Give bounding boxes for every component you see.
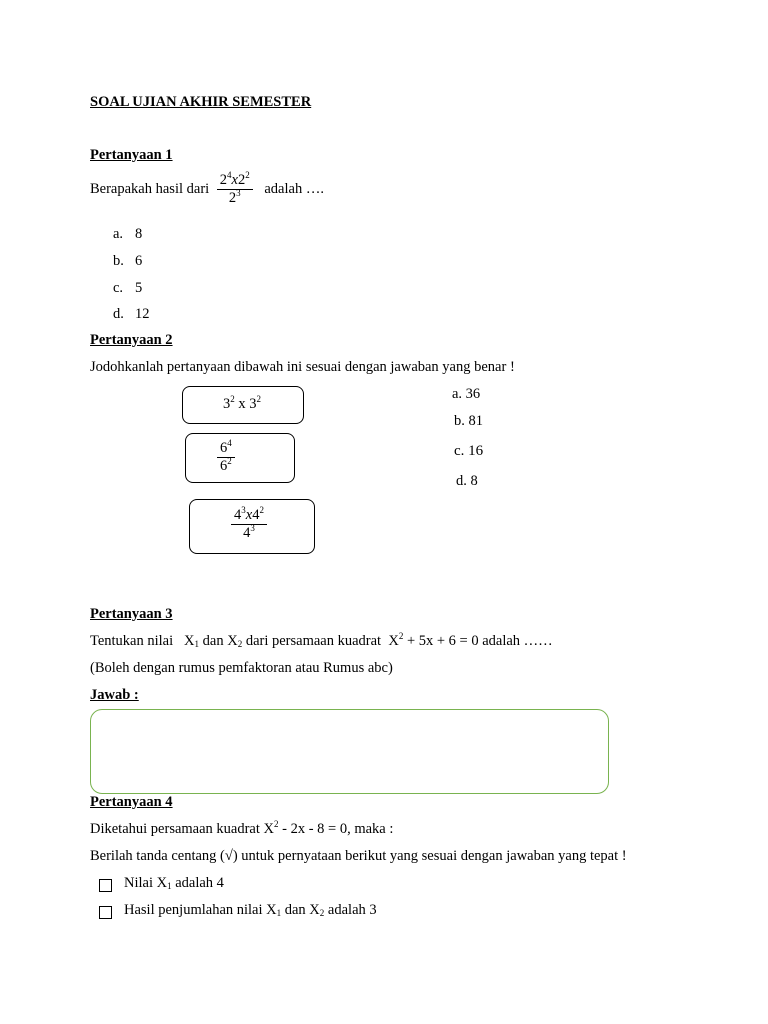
q1-heading: Pertanyaan 1 xyxy=(90,147,173,163)
q2-answer: c. 16 xyxy=(454,443,484,459)
q1-fraction xyxy=(217,172,253,207)
q2-expression-box-1: $3^2$ x $3^2$ xyxy=(182,386,304,424)
q1-option: a. 8 xyxy=(113,226,143,242)
q3-answer-box[interactable] xyxy=(90,709,609,794)
q1-num-base1: 2 xyxy=(219,172,228,188)
q4-statement-2: Hasil penjumlahan nilai $X_1$ dan $X_2$ adalah 3 xyxy=(124,902,377,918)
q3-note: (Boleh dengan rumus pemfaktoran atau Rumus abc) xyxy=(90,660,393,676)
q4-heading: Pertanyaan 4 xyxy=(90,794,173,810)
q1-den-exp: 3 xyxy=(236,188,241,198)
document-title: SOAL UJIAN AKHIR SEMESTER xyxy=(90,94,312,110)
q1-num-exp2: 2 xyxy=(245,170,250,180)
q2-answer: a. 36 xyxy=(452,386,481,402)
q1-prompt-after: adalah …. xyxy=(264,180,324,197)
q1-option: b. 6 xyxy=(113,253,143,269)
q4-checkbox-2[interactable] xyxy=(99,906,112,919)
q2-instruction: Jodohkanlah pertanyaan dibawah ini sesuai dengan jawaban yang benar ! xyxy=(90,359,515,375)
q3-question: Tentukan nilai $X_1$ dan $X_2$ dari persamaan kuadrat $X^2 + 5x + 6 = 0$ adalah …… xyxy=(90,631,553,649)
q2-answer: d. 8 xyxy=(456,473,478,489)
q4-instruction: Berilah tanda centang (√) untuk pernyataan berikut yang sesuai dengan jawaban yang tepat ! xyxy=(90,848,627,864)
q2-heading: Pertanyaan 2 xyxy=(90,332,173,348)
q3-heading: Pertanyaan 3 xyxy=(90,606,173,622)
q2-expression-box-3 xyxy=(189,499,315,554)
q4-statement-1: Nilai $X_1$ adalah 4 xyxy=(124,875,224,891)
q1-prompt-before: Berapakah hasil dari xyxy=(90,180,210,197)
q1-num-base2: 2 xyxy=(237,172,246,188)
q1-prompt xyxy=(90,172,324,207)
q2-fraction-2: $\frac{6^4}{6^2}$ xyxy=(217,440,235,475)
q1-option: c. 5 xyxy=(113,280,143,296)
q2-fraction-3: $\frac{4^3x4^2}{4^3}$ xyxy=(231,507,267,542)
q4-checkbox-1[interactable] xyxy=(99,879,112,892)
q1-den-base: 2 xyxy=(228,190,237,206)
q1-times: x xyxy=(231,172,238,188)
q1-num-exp1: 4 xyxy=(227,170,232,180)
q2-answer: b. 81 xyxy=(454,413,483,429)
q1-option: d. 12 xyxy=(113,306,150,322)
q2-expression-box-2 xyxy=(185,433,295,483)
q3-answer-label: Jawab : xyxy=(90,687,139,703)
q4-equation-line: Diketahui persamaan kuadrat $X^2 - 2x - 8 = 0$, maka : xyxy=(90,819,394,837)
